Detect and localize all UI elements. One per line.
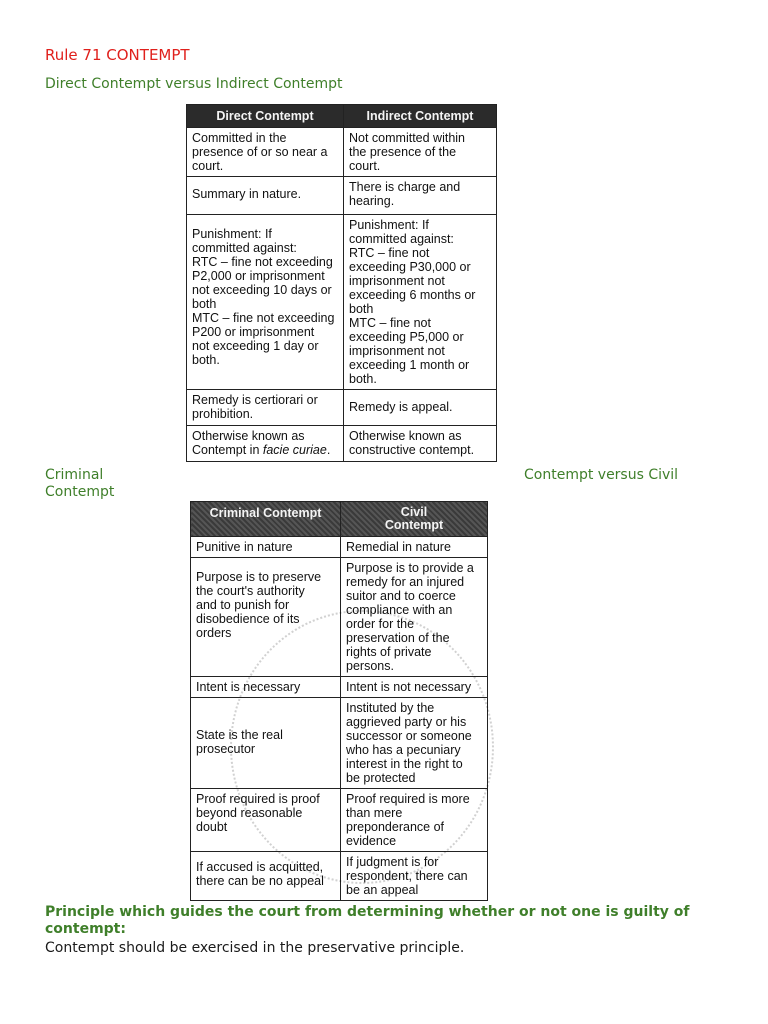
table-cell: Intent is necessary [191, 677, 341, 698]
table-cell: Purpose is to provide a remedy for an injured suitor and to coerce compliance with an order for the preservation of the rights of private persons. [341, 558, 488, 677]
facie-curiae-italic: facie curiae [262, 443, 327, 457]
principle-heading: Principle which guides the court from determining whether or not one is guilty of contempt: [45, 904, 690, 937]
table-cell: Purpose is to preserve the court's authority and to punish for disobedience of its orders [191, 558, 341, 677]
table-cell: Punishment: If committed against: RTC – fine not exceeding P2,000 or imprisonment not exceeding 10 days or both MTC – fine not exceeding P200 or imprisonment not exceeding 1 day or both. [187, 215, 344, 390]
table-row [191, 852, 488, 901]
table-cell: Committed in the presence of or so near a court. [187, 128, 344, 177]
table-cell: Not committed within the presence of the court. [344, 128, 497, 177]
table-cell: Remedy is certiorari or prohibition. [187, 390, 344, 426]
table1-header-indirect: Indirect Contempt [344, 105, 497, 128]
table-row [187, 128, 497, 177]
table-cell: Otherwise known as constructive contempt. [344, 426, 497, 462]
table2-header-civil: Civil Contempt [341, 502, 488, 537]
table-cell: Summary in nature. [187, 177, 344, 215]
table-row [187, 215, 497, 390]
table2-header-criminal: Criminal Contempt [191, 502, 341, 537]
section2-heading-left: Criminal Contempt [45, 467, 115, 500]
table-cell: Punitive in nature [191, 537, 341, 558]
direct-vs-indirect-table [186, 104, 497, 462]
table1-header-direct: Direct Contempt [187, 105, 344, 128]
table-cell: There is charge and hearing. [344, 177, 497, 215]
page-title: Rule 71 CONTEMPT [45, 46, 190, 64]
table-row [187, 177, 497, 215]
principle-text: Contempt should be exercised in the preservative principle. [45, 940, 465, 956]
table-cell: State is the real prosecutor [191, 698, 341, 789]
section2-heading-right: Contempt versus Civil [524, 467, 679, 483]
table-cell: Remedy is appeal. [344, 390, 497, 426]
table-row [187, 390, 497, 426]
table-cell: Intent is not necessary [341, 677, 488, 698]
table-row [187, 426, 497, 462]
table-row [191, 558, 488, 677]
table-cell: Instituted by the aggrieved party or his successor or someone who has a pecuniary interest in the right to be protected [341, 698, 488, 789]
table-cell: Proof required is more than mere preponderance of evidence [341, 789, 488, 852]
table-cell: If judgment is for respondent, there can be an appeal [341, 852, 488, 901]
table-cell: Proof required is proof beyond reasonable doubt [191, 789, 341, 852]
table-cell: Remedial in nature [341, 537, 488, 558]
criminal-vs-civil-table [190, 501, 488, 901]
table-row [191, 789, 488, 852]
table-cell: Otherwise known as Contempt in facie curiae. [187, 426, 344, 462]
table-row [191, 537, 488, 558]
table-row [191, 677, 488, 698]
table-row [191, 698, 488, 789]
table-cell: If accused is acquitted, there can be no appeal [191, 852, 341, 901]
section1-heading: Direct Contempt versus Indirect Contempt [45, 76, 343, 92]
table-cell: Punishment: If committed against: RTC – fine not exceeding P30,000 or imprisonment not exceeding 6 months or both MTC – fine not exceeding P5,000 or imprisonment not exceeding 1 month or both. [344, 215, 497, 390]
